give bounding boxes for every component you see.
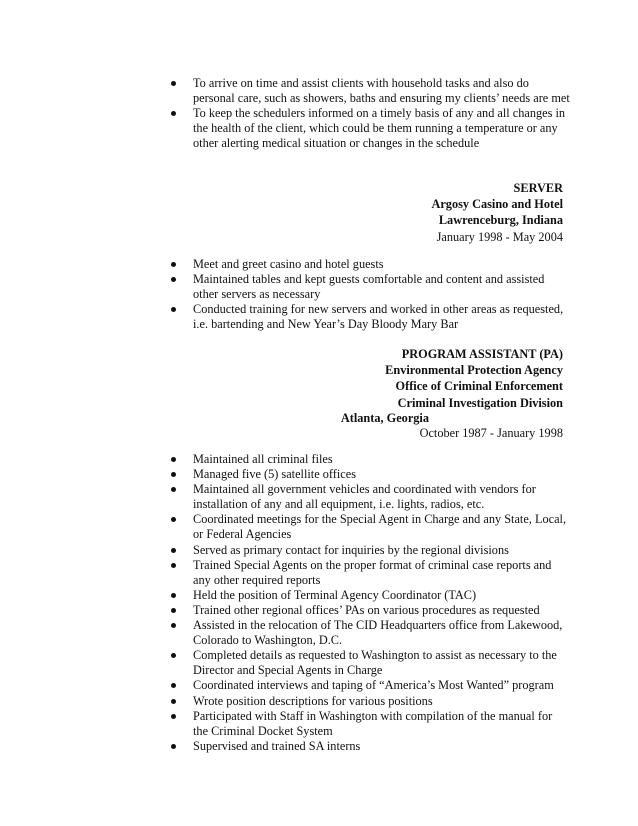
bullet-icon bbox=[171, 262, 176, 267]
division-name: Criminal Investigation Division bbox=[397, 395, 563, 410]
pa-job-location: Atlanta, Georgia bbox=[340, 411, 429, 425]
list-item: Maintained tables and kept guests comfortable and content and assisted other servers as necessary bbox=[170, 272, 570, 302]
employer-name: Argosy Casino and Hotel bbox=[431, 197, 563, 212]
job-location: Lawrenceburg, Indiana bbox=[438, 213, 563, 228]
list-item: Completed details as requested to Washington to assist as necessary to the Director and Special Agents in Charge bbox=[170, 648, 570, 678]
bullet-icon bbox=[171, 744, 176, 749]
pa-job-header bbox=[385, 346, 563, 411]
bullet-icon bbox=[171, 623, 176, 628]
bullet-icon bbox=[171, 277, 176, 282]
pa-job-dates: October 1987 - January 1998 bbox=[419, 426, 563, 440]
list-item: Conducted training for new servers and worked in other areas as requested, i.e. bartending and New Year’s Day Bloody Mary Bar bbox=[170, 302, 570, 332]
list-item: Trained other regional offices’ PAs on various procedures as requested bbox=[170, 603, 570, 618]
job-dates: January 1998 - May 2004 bbox=[436, 229, 563, 244]
list-item: Trained Special Agents on the proper format of criminal case reports and any other required reports bbox=[170, 558, 570, 588]
list-item: Maintained all criminal files bbox=[170, 452, 570, 467]
pa-bullet-list bbox=[170, 452, 570, 754]
list-item: Meet and greet casino and hotel guests bbox=[170, 257, 570, 272]
list-item: Participated with Staff in Washington with compilation of the manual for the Criminal Docket System bbox=[170, 709, 570, 739]
list-item: Served as primary contact for inquiries by the regional divisions bbox=[170, 543, 570, 558]
bullet-icon bbox=[171, 563, 176, 568]
bullet-icon bbox=[171, 307, 176, 312]
job-title: SERVER bbox=[513, 181, 563, 195]
bullet-icon bbox=[171, 457, 176, 462]
bullet-icon bbox=[171, 653, 176, 658]
office-name: Office of Criminal Enforcement bbox=[395, 379, 563, 394]
bullet-icon bbox=[171, 472, 176, 477]
list-item: To keep the schedulers informed on a timely basis of any and all changes in the health of the client, which could be them running a temperature or any other alerting medical situation or changes in the schedule bbox=[170, 106, 570, 151]
top-bullet-list bbox=[170, 76, 570, 151]
server-bullet-list bbox=[170, 257, 570, 332]
bullet-icon bbox=[171, 608, 176, 613]
list-item: Held the position of Terminal Agency Coordinator (TAC) bbox=[170, 588, 570, 603]
list-item: Supervised and trained SA interns bbox=[170, 739, 570, 754]
list-item: To arrive on time and assist clients with household tasks and also do personal care, such as showers, baths and ensuring my clients’ needs are met bbox=[170, 76, 570, 106]
bullet-icon bbox=[171, 111, 176, 116]
list-item: Managed five (5) satellite offices bbox=[170, 467, 570, 482]
list-item: Coordinated interviews and taping of “America’s Most Wanted” program bbox=[170, 678, 570, 693]
bullet-icon bbox=[171, 548, 176, 553]
agency-name: Environmental Protection Agency bbox=[385, 363, 563, 378]
list-item: Assisted in the relocation of The CID Headquarters office from Lakewood, Colorado to Washington, D.C. bbox=[170, 618, 570, 648]
bullet-icon bbox=[171, 81, 176, 86]
list-item: Maintained all government vehicles and coordinated with vendors for installation of any and all equipment, i.e. lights, radios, etc. bbox=[170, 482, 570, 512]
bullet-icon bbox=[171, 699, 176, 704]
list-item: Coordinated meetings for the Special Agent in Charge and any State, Local, or Federal Agencies bbox=[170, 512, 570, 542]
server-job-header bbox=[431, 180, 563, 245]
job-title: PROGRAM ASSISTANT (PA) bbox=[401, 347, 563, 361]
bullet-icon bbox=[171, 714, 176, 719]
bullet-icon bbox=[171, 487, 176, 492]
bullet-icon bbox=[171, 517, 176, 522]
list-item: Wrote position descriptions for various positions bbox=[170, 694, 570, 709]
bullet-icon bbox=[171, 683, 176, 688]
bullet-icon bbox=[171, 593, 176, 598]
